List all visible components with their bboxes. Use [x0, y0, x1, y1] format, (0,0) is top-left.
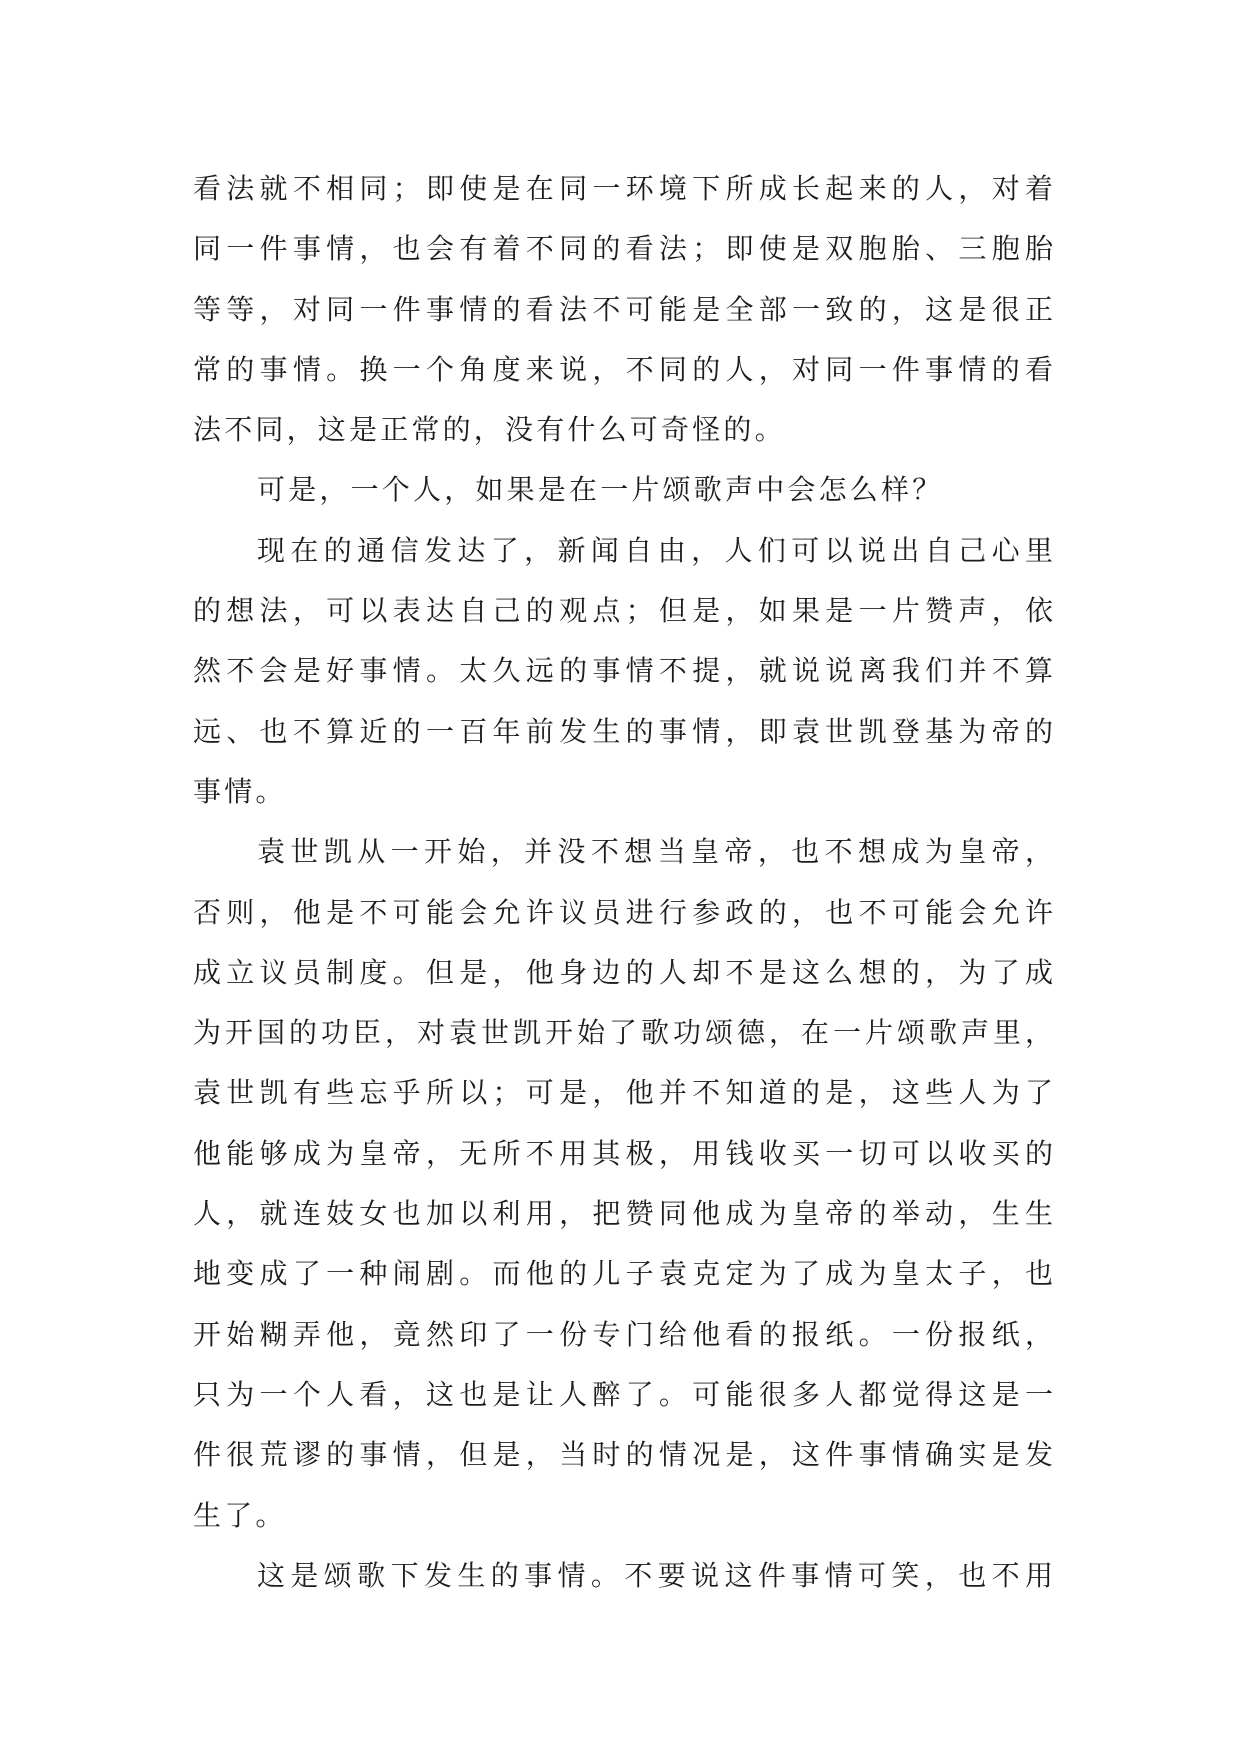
text-line: 的想法，可以表达自己的观点；但是，如果是一片赞声，依: [193, 594, 1053, 628]
text-line: 袁世凯从一开始，并没不想当皇帝，也不想成为皇帝，: [257, 835, 1053, 869]
text-line: 事情。: [193, 774, 287, 808]
text-line: 袁世凯有些忘乎所以；可是，他并不知道的是，这些人为了: [193, 1076, 1053, 1110]
text-line: 法不同，这是正常的，没有什么可奇怪的。: [193, 413, 786, 447]
text-line: 可是，一个人，如果是在一片颂歌声中会怎么样？: [257, 473, 944, 507]
text-line: 为开国的功臣，对袁世凯开始了歌功颂德，在一片颂歌声里，: [193, 1016, 1053, 1050]
text-line: 等等，对同一件事情的看法不可能是全部一致的，这是很正: [193, 292, 1053, 326]
text-line: 人，就连妓女也加以利用，把赞同他成为皇帝的举动，生生: [193, 1197, 1053, 1231]
text-line: 这是颂歌下发生的事情。不要说这件事情可笑，也不用: [257, 1558, 1053, 1592]
body-text: [193, 159, 1053, 1606]
text-line: 常的事情。换一个角度来说，不同的人，对同一件事情的看: [193, 352, 1053, 386]
text-line: 开始糊弄他，竟然印了一份专门给他看的报纸。一份报纸，: [193, 1317, 1053, 1351]
text-line: 现在的通信发达了，新闻自由，人们可以说出自己心里: [257, 533, 1053, 567]
text-line: 只为一个人看，这也是让人醉了。可能很多人都觉得这是一: [193, 1377, 1053, 1411]
text-line: 生了。: [193, 1498, 287, 1532]
text-line: 地变成了一种闹剧。而他的儿子袁克定为了成为皇太子，也: [193, 1257, 1053, 1291]
text-line: 看法就不相同；即使是在同一环境下所成长起来的人，对着: [193, 172, 1053, 205]
text-line: 远、也不算近的一百年前发生的事情，即袁世凯登基为帝的: [193, 714, 1053, 748]
text-line: 同一件事情，也会有着不同的看法；即使是双胞胎、三胞胎: [193, 232, 1053, 266]
text-line: 他能够成为皇帝，无所不用其极，用钱收买一切可以收买的: [193, 1136, 1053, 1170]
text-line: 否则，他是不可能会允许议员进行参政的，也不可能会允许: [193, 895, 1053, 929]
text-line: 然不会是好事情。太久远的事情不提，就说说离我们并不算: [193, 654, 1053, 688]
text-line: 件很荒谬的事情，但是，当时的情况是，这件事情确实是发: [193, 1438, 1053, 1472]
text-line: 成立议员制度。但是，他身边的人却不是这么想的，为了成: [193, 955, 1053, 989]
